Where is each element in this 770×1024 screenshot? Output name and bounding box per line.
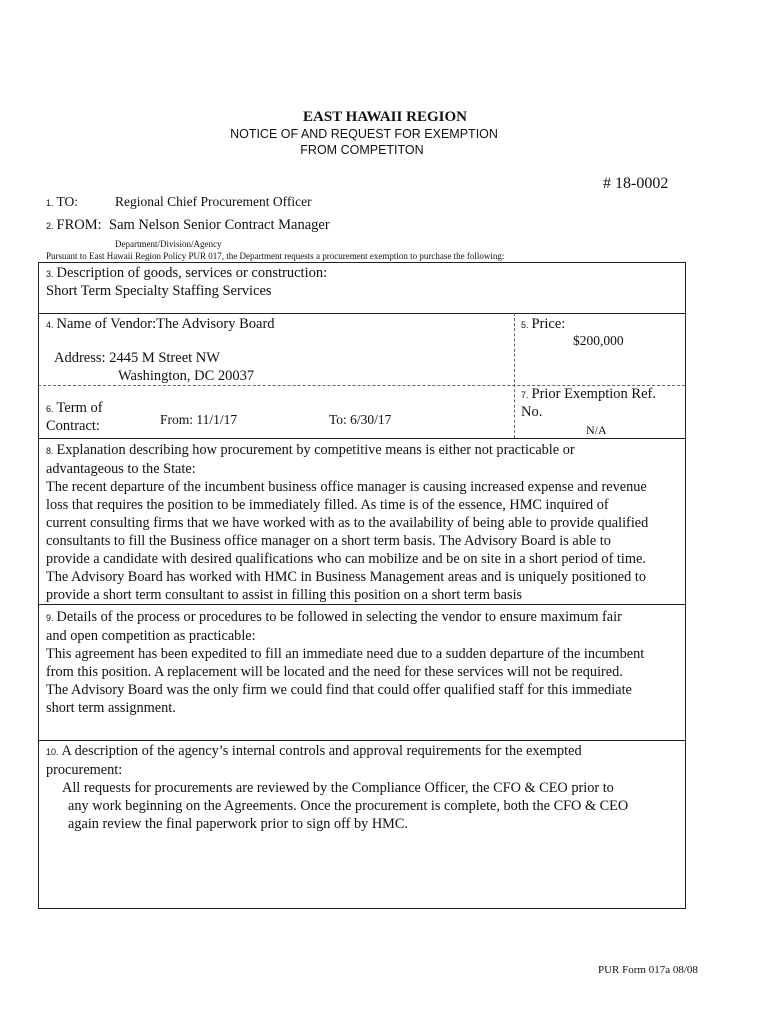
section5-num: 5.	[521, 320, 529, 330]
section8-line: provide a short term consultant to assist in filling this position on a short term basis	[46, 587, 523, 603]
section4-label	[46, 316, 275, 333]
section3-label	[46, 265, 327, 282]
form-id: PUR Form 017a 08/08	[598, 964, 698, 976]
form-title: EAST HAWAII REGION	[303, 109, 467, 125]
section10-line	[46, 742, 628, 761]
section9-line-text: Details of the process or procedures to be followed in selecting the vendor to ensure maximum fair	[56, 609, 622, 625]
section9-num: 9.	[46, 613, 54, 623]
section10-text	[46, 742, 628, 833]
section6-label-1	[46, 400, 103, 417]
section5-label	[521, 316, 565, 333]
section9-line: The Advisory Board was the only firm we could find that could offer qualified staff for this immediate	[46, 682, 632, 698]
section7-num: 7.	[521, 390, 529, 400]
section10-line: again review the final paperwork prior to sign off by HMC.	[68, 816, 408, 832]
section8-line: advantageous to the State:	[46, 461, 196, 477]
section8-num: 8.	[46, 446, 54, 456]
to-row	[46, 194, 78, 210]
vendor-name: The Advisory Board	[156, 316, 275, 332]
section6-num: 6.	[46, 404, 54, 414]
to-num: 1.	[46, 198, 54, 208]
section9-line	[46, 608, 644, 627]
table-bottom-border	[38, 908, 685, 909]
section8-line: loss that requires the position to be immediately filled. As time is of the essence, HMC inquired of	[46, 497, 609, 513]
section4-num: 4.	[46, 320, 54, 330]
section10-line-text: A description of the agency’s internal controls and approval requirements for the exempted	[61, 743, 582, 759]
section6-label-2: Contract:	[46, 418, 100, 434]
from-value: Sam Nelson Senior Contract Manager	[109, 217, 330, 233]
address-line2: Washington, DC 20037	[118, 368, 255, 384]
section8-line: The recent departure of the incumbent business office manager is causing increased expense and revenue	[46, 479, 647, 495]
section7-label-text: Prior Exemption Ref.	[531, 386, 656, 402]
form-subtitle-2: FROM COMPETITON	[300, 143, 424, 157]
table-left-border	[38, 262, 39, 909]
term-from: From: 11/1/17	[160, 412, 238, 427]
to-label: TO:	[56, 194, 79, 209]
table-top-border	[38, 262, 685, 263]
section3-num: 3.	[46, 269, 54, 279]
section10-line: any work beginning on the Agreements. Once the procurement is complete, both the CFO & CEO	[68, 798, 629, 814]
section10-line: procurement:	[46, 762, 123, 778]
price-value: $200,000	[573, 333, 624, 348]
policy-text: Pursuant to East Hawaii Region Policy PUR 017, the Department requests a procurement exemption to purchase the following:	[46, 251, 505, 261]
section7-label-1	[521, 386, 656, 403]
from-num: 2.	[46, 221, 54, 231]
form-subtitle-1: NOTICE OF AND REQUEST FOR EXEMPTION	[230, 127, 498, 141]
divider-8-9	[38, 604, 685, 605]
section10-line: All requests for procurements are reviewed by the Compliance Officer, the CFO & CEO prior to	[62, 780, 614, 796]
section9-line: from this position. A replacement will be located and the need for these services will not be required.	[46, 664, 623, 680]
section8-line-text: Explanation describing how procurement by competitive means is either not practicable or	[56, 442, 575, 458]
address-line1	[54, 350, 220, 367]
section7-label-2: No.	[521, 404, 543, 420]
address-street: 2445 M Street NW	[109, 350, 220, 366]
from-row	[46, 217, 102, 234]
section8-line: provide a candidate with desired qualifications who can mobilize and be on site in a short period of time.	[46, 551, 646, 567]
section9-text	[46, 608, 644, 717]
section6-label-text: Term of	[56, 400, 103, 416]
section9-line: short term assignment.	[46, 700, 176, 716]
section8-line	[46, 441, 648, 460]
divider-vertical-price	[514, 313, 515, 438]
section9-line: This agreement has been expedited to fill an immediate need due to a sudden departure of the incumbent	[46, 646, 645, 662]
section3-label-text: Description of goods, services or construction:	[56, 265, 328, 281]
section8-line: consultants to fill the Business office manager on a short term basis. The Advisory Board is able to	[46, 533, 611, 549]
section5-label-text: Price:	[531, 316, 566, 332]
to-value: Regional Chief Procurement Officer	[115, 194, 312, 209]
table-right-border	[685, 262, 686, 909]
section4-label-text: Name of Vendor:	[56, 316, 157, 332]
from-label: FROM:	[56, 217, 102, 233]
address-label: Address:	[54, 350, 106, 366]
divider-9-10	[38, 740, 685, 741]
term-to: To: 6/30/17	[329, 412, 392, 427]
from-sublabel: Department/Division/Agency	[115, 239, 222, 249]
prior-exemption-value: N/A	[586, 423, 607, 437]
divider-6-8	[38, 438, 685, 439]
exemption-number: # 18-0002	[603, 175, 669, 192]
section9-line: and open competition as practicable:	[46, 628, 256, 644]
section8-line: The Advisory Board has worked with HMC in Business Management areas and is uniquely positioned to	[46, 569, 646, 585]
section8-text	[46, 441, 648, 604]
section10-num: 10.	[46, 747, 59, 757]
section3-value: Short Term Specialty Staffing Services	[46, 283, 272, 299]
section8-line: current consulting firms that we have worked with as to the availability of being able to provide qualified	[46, 515, 649, 531]
divider-3-4	[38, 313, 685, 314]
